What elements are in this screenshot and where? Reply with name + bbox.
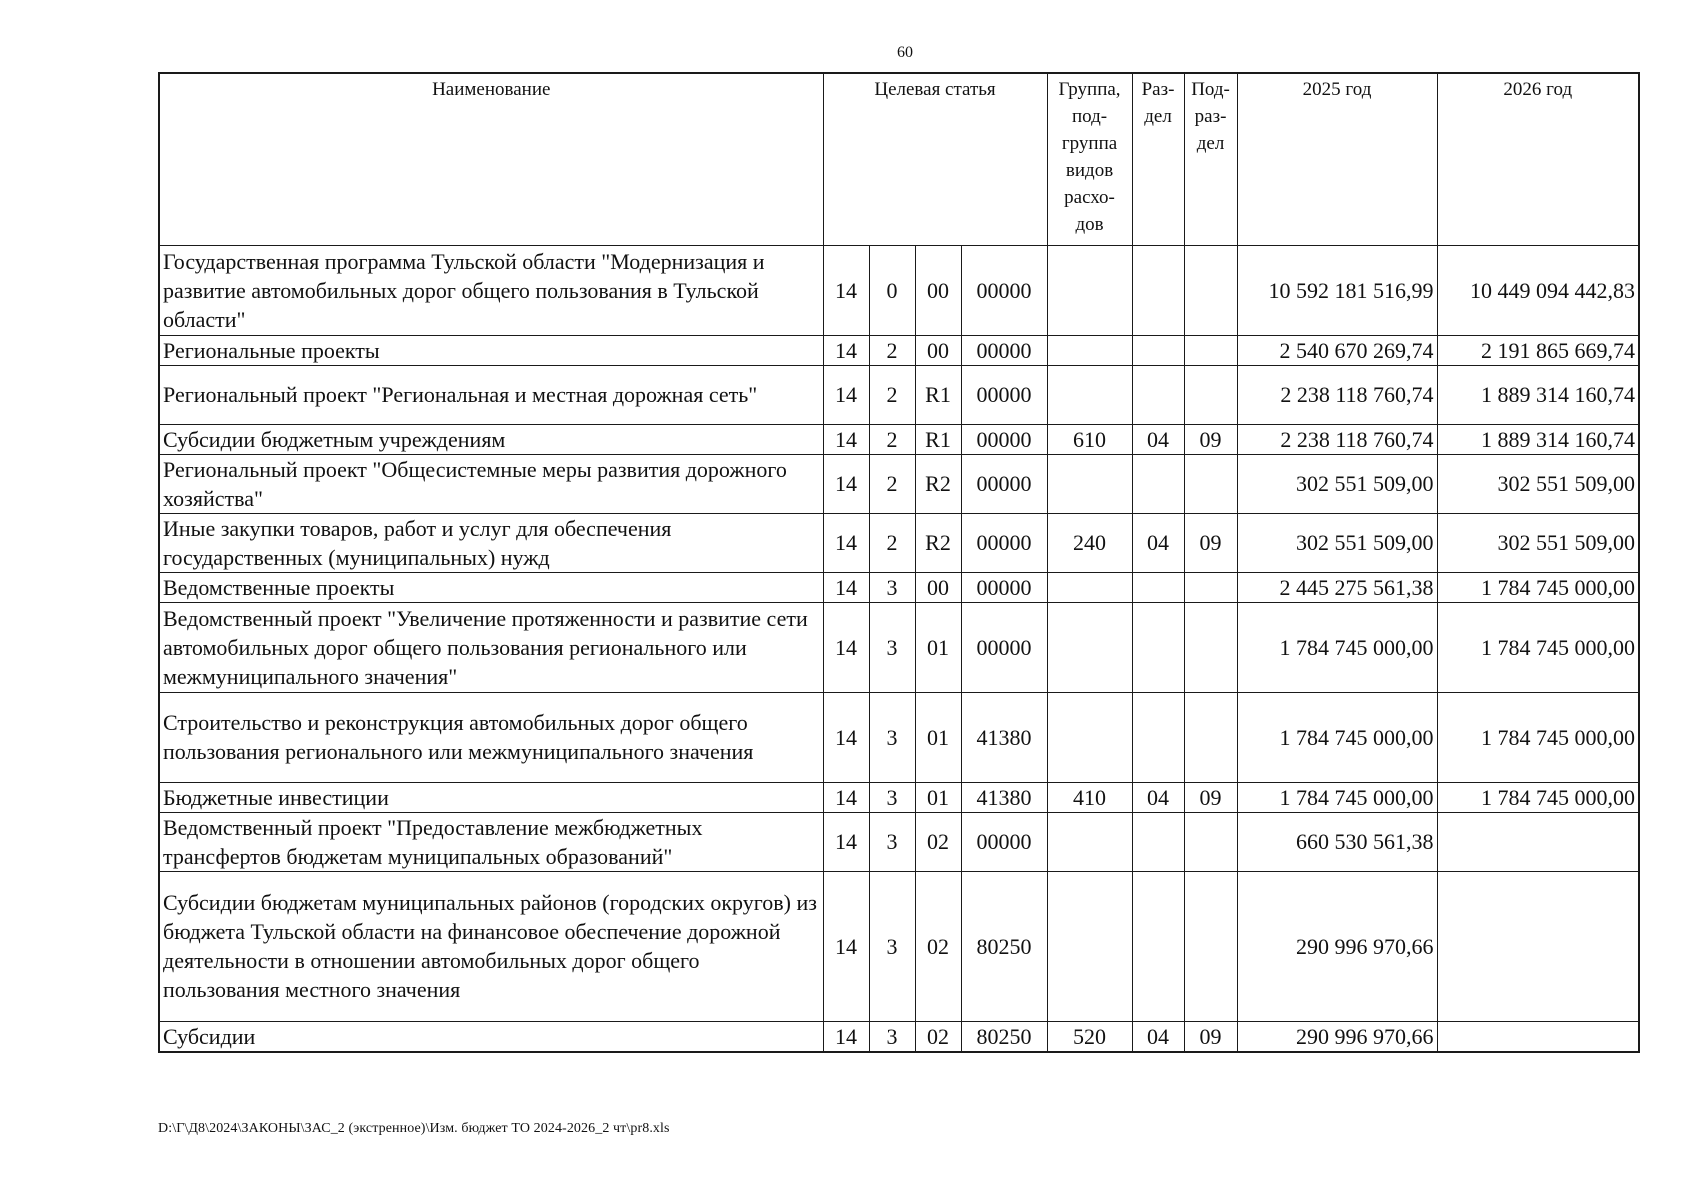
subsection-code — [1184, 812, 1237, 871]
subsection-code: 09 — [1184, 1021, 1237, 1052]
amount-2026: 1 784 745 000,00 — [1437, 782, 1639, 812]
expense-group — [1047, 335, 1132, 365]
table-row — [159, 812, 1639, 871]
amount-2026: 302 551 509,00 — [1437, 513, 1639, 572]
target-code-subprogram: 3 — [869, 692, 915, 782]
target-code-program: 14 — [823, 513, 869, 572]
header-section: Раз- дел — [1132, 73, 1184, 245]
target-code-project: 01 — [915, 692, 961, 782]
table-row — [159, 245, 1639, 335]
target-code-project: 00 — [915, 245, 961, 335]
expense-group — [1047, 812, 1132, 871]
row-name: Субсидии бюджетным учреждениям — [159, 424, 823, 454]
subsection-code — [1184, 602, 1237, 692]
target-code-project: 00 — [915, 335, 961, 365]
target-code-program: 14 — [823, 602, 869, 692]
amount-2025: 302 551 509,00 — [1237, 454, 1437, 513]
expense-group: 610 — [1047, 424, 1132, 454]
target-code-subprogram: 3 — [869, 572, 915, 602]
page-number: 60 — [897, 44, 913, 61]
section-code — [1132, 335, 1184, 365]
section-code — [1132, 602, 1184, 692]
table-row — [159, 871, 1639, 1021]
expense-group: 520 — [1047, 1021, 1132, 1052]
section-code — [1132, 245, 1184, 335]
target-code-direction: 00000 — [961, 335, 1047, 365]
target-code-direction: 00000 — [961, 454, 1047, 513]
amount-2025: 1 784 745 000,00 — [1237, 782, 1437, 812]
section-code: 04 — [1132, 1021, 1184, 1052]
amount-2025: 290 996 970,66 — [1237, 871, 1437, 1021]
amount-2026: 1 889 314 160,74 — [1437, 424, 1639, 454]
amount-2026: 1 784 745 000,00 — [1437, 572, 1639, 602]
target-code-program: 14 — [823, 572, 869, 602]
amount-2025: 1 784 745 000,00 — [1237, 602, 1437, 692]
target-code-program: 14 — [823, 871, 869, 1021]
row-name: Ведомственный проект "Увеличение протяженности и развитие сети автомобильных дорог общего пользования регионального или межмуниципального значения" — [159, 602, 823, 692]
amount-2026: 1 889 314 160,74 — [1437, 365, 1639, 424]
target-code-subprogram: 2 — [869, 335, 915, 365]
target-code-subprogram: 3 — [869, 871, 915, 1021]
target-code-project: R2 — [915, 513, 961, 572]
expense-group: 410 — [1047, 782, 1132, 812]
header-group: Группа, под- группа видов расхо- дов — [1047, 73, 1132, 245]
section-code: 04 — [1132, 424, 1184, 454]
target-code-project: R2 — [915, 454, 961, 513]
target-code-subprogram: 2 — [869, 424, 915, 454]
target-code-project: 02 — [915, 871, 961, 1021]
table-row — [159, 335, 1639, 365]
row-name: Государственная программа Тульской области "Модернизация и развитие автомобильных дорог общего пользования в Тульской области" — [159, 245, 823, 335]
target-code-direction: 00000 — [961, 572, 1047, 602]
amount-2025: 660 530 561,38 — [1237, 812, 1437, 871]
subsection-code: 09 — [1184, 782, 1237, 812]
target-code-project: R1 — [915, 424, 961, 454]
table-row — [159, 572, 1639, 602]
target-code-subprogram: 3 — [869, 1021, 915, 1052]
target-code-subprogram: 0 — [869, 245, 915, 335]
amount-2026: 302 551 509,00 — [1437, 454, 1639, 513]
subsection-code — [1184, 871, 1237, 1021]
target-code-program: 14 — [823, 1021, 869, 1052]
target-code-program: 14 — [823, 812, 869, 871]
target-code-direction: 00000 — [961, 365, 1047, 424]
row-name: Региональный проект "Общесистемные меры развития дорожного хозяйства" — [159, 454, 823, 513]
target-code-project: 02 — [915, 812, 961, 871]
row-name: Ведомственный проект "Предоставление межбюджетных трансфертов бюджетам муниципальных образований" — [159, 812, 823, 871]
target-code-project: 02 — [915, 1021, 961, 1052]
amount-2025: 2 540 670 269,74 — [1237, 335, 1437, 365]
header-subsection: Под- раз- дел — [1184, 73, 1237, 245]
target-code-direction: 00000 — [961, 424, 1047, 454]
table-row — [159, 365, 1639, 424]
target-code-project: 01 — [915, 782, 961, 812]
target-code-program: 14 — [823, 692, 869, 782]
target-code-direction: 80250 — [961, 1021, 1047, 1052]
subsection-code — [1184, 692, 1237, 782]
target-code-subprogram: 2 — [869, 365, 915, 424]
target-code-program: 14 — [823, 424, 869, 454]
target-code-program: 14 — [823, 365, 869, 424]
target-code-direction: 00000 — [961, 602, 1047, 692]
table-row — [159, 602, 1639, 692]
row-name: Бюджетные инвестиции — [159, 782, 823, 812]
footer-file-path: D:\Г\Д8\2024\ЗАКОНЫ\ЗАС_2 (экстренное)\Изм. бюджет ТО 2024-2026_2 чт\pr8.xls — [158, 1121, 670, 1136]
target-code-program: 14 — [823, 454, 869, 513]
target-code-program: 14 — [823, 245, 869, 335]
amount-2025: 290 996 970,66 — [1237, 1021, 1437, 1052]
target-code-subprogram: 3 — [869, 602, 915, 692]
row-name: Субсидии бюджетам муниципальных районов (городских округов) из бюджета Тульской области на финансовое обеспечение дорожной деятельности в отношении автомобильных дорог общего пользования местного значения — [159, 871, 823, 1021]
subsection-code — [1184, 365, 1237, 424]
table-row — [159, 424, 1639, 454]
target-code-direction: 41380 — [961, 692, 1047, 782]
amount-2026: 10 449 094 442,83 — [1437, 245, 1639, 335]
target-code-direction: 00000 — [961, 245, 1047, 335]
section-code — [1132, 871, 1184, 1021]
target-code-project: R1 — [915, 365, 961, 424]
expense-group — [1047, 602, 1132, 692]
target-code-subprogram: 3 — [869, 782, 915, 812]
expense-group — [1047, 871, 1132, 1021]
table-header-row — [159, 73, 1639, 245]
table-row — [159, 513, 1639, 572]
target-code-project: 00 — [915, 572, 961, 602]
subsection-code — [1184, 335, 1237, 365]
subsection-code: 09 — [1184, 513, 1237, 572]
section-code — [1132, 572, 1184, 602]
expense-group — [1047, 245, 1132, 335]
header-name: Наименование — [159, 73, 823, 245]
section-code — [1132, 365, 1184, 424]
subsection-code: 09 — [1184, 424, 1237, 454]
amount-2025: 2 238 118 760,74 — [1237, 424, 1437, 454]
table-row — [159, 692, 1639, 782]
subsection-code — [1184, 454, 1237, 513]
target-code-project: 01 — [915, 602, 961, 692]
header-target-article: Целевая статья — [823, 73, 1047, 245]
amount-2025: 2 445 275 561,38 — [1237, 572, 1437, 602]
target-code-subprogram: 2 — [869, 513, 915, 572]
row-name: Региональные проекты — [159, 335, 823, 365]
amount-2026 — [1437, 871, 1639, 1021]
table-row — [159, 782, 1639, 812]
target-code-program: 14 — [823, 782, 869, 812]
amount-2025: 10 592 181 516,99 — [1237, 245, 1437, 335]
section-code — [1132, 454, 1184, 513]
target-code-direction: 00000 — [961, 812, 1047, 871]
subsection-code — [1184, 245, 1237, 335]
row-name: Региональный проект "Региональная и местная дорожная сеть" — [159, 365, 823, 424]
expense-group — [1047, 572, 1132, 602]
amount-2026: 1 784 745 000,00 — [1437, 692, 1639, 782]
header-year-2025: 2025 год — [1237, 73, 1437, 245]
row-name: Иные закупки товаров, работ и услуг для обеспечения государственных (муниципальных) нужд — [159, 513, 823, 572]
amount-2026: 2 191 865 669,74 — [1437, 335, 1639, 365]
target-code-subprogram: 3 — [869, 812, 915, 871]
amount-2026: 1 784 745 000,00 — [1437, 602, 1639, 692]
subsection-code — [1184, 572, 1237, 602]
row-name: Субсидии — [159, 1021, 823, 1052]
budget-table — [158, 72, 1640, 1053]
header-year-2026: 2026 год — [1437, 73, 1639, 245]
section-code — [1132, 692, 1184, 782]
expense-group: 240 — [1047, 513, 1132, 572]
target-code-direction: 00000 — [961, 513, 1047, 572]
row-name: Ведомственные проекты — [159, 572, 823, 602]
expense-group — [1047, 692, 1132, 782]
section-code: 04 — [1132, 513, 1184, 572]
expense-group — [1047, 365, 1132, 424]
section-code — [1132, 812, 1184, 871]
section-code: 04 — [1132, 782, 1184, 812]
target-code-direction: 80250 — [961, 871, 1047, 1021]
table-row — [159, 1021, 1639, 1052]
amount-2026 — [1437, 1021, 1639, 1052]
amount-2025: 2 238 118 760,74 — [1237, 365, 1437, 424]
target-code-subprogram: 2 — [869, 454, 915, 513]
row-name: Строительство и реконструкция автомобильных дорог общего пользования регионального или межмуниципального значения — [159, 692, 823, 782]
amount-2025: 302 551 509,00 — [1237, 513, 1437, 572]
expense-group — [1047, 454, 1132, 513]
target-code-program: 14 — [823, 335, 869, 365]
table-row — [159, 454, 1639, 513]
target-code-direction: 41380 — [961, 782, 1047, 812]
amount-2025: 1 784 745 000,00 — [1237, 692, 1437, 782]
amount-2026 — [1437, 812, 1639, 871]
